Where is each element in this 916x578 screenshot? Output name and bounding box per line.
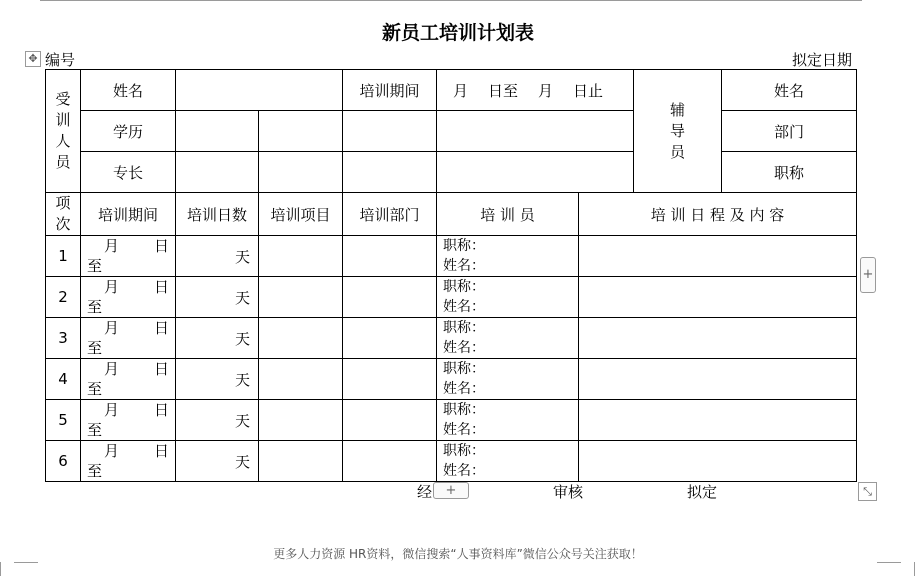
row-dept-cell[interactable] — [343, 359, 437, 400]
row-schedule-cell[interactable] — [579, 441, 857, 482]
header-item: 项 次 — [46, 193, 81, 236]
row-trainer-name-label: 姓名： — [443, 299, 485, 315]
header-days: 培训日数 — [176, 193, 259, 236]
row-days-cell[interactable]: 天 — [176, 236, 259, 277]
row-schedule-cell[interactable] — [579, 318, 857, 359]
row-trainer-cell[interactable] — [437, 236, 579, 277]
row-trainer-name-label: 姓名： — [443, 258, 485, 274]
mentor-dept-label: 部门 — [722, 111, 857, 152]
row-month-label: 月 — [104, 319, 120, 337]
row-days-cell[interactable]: 天 — [176, 441, 259, 482]
row-trainer-title-label: 职称： — [443, 443, 485, 459]
row-project-cell[interactable] — [259, 400, 343, 441]
page-corner-mark — [0, 562, 1, 576]
table-row — [46, 277, 857, 318]
row-number: 1 — [46, 236, 81, 277]
table-row — [46, 318, 857, 359]
page-title: 新员工培训计划表 — [381, 22, 534, 44]
page-top-rule — [40, 0, 862, 1]
row-number: 5 — [46, 400, 81, 441]
row-dept-cell[interactable] — [343, 441, 437, 482]
row-month-label: 月 — [104, 278, 120, 296]
table-row — [46, 236, 857, 277]
trainee-specialty-extra[interactable] — [259, 152, 343, 193]
row-period-cell[interactable] — [81, 441, 176, 482]
row-schedule-cell[interactable] — [579, 236, 857, 277]
trainee-education-label: 学历 — [81, 111, 176, 152]
row-number: 6 — [46, 441, 81, 482]
row-to-label: 至 — [87, 257, 103, 275]
row-trainer-title-label: 职称： — [443, 238, 485, 254]
trainee-blank-cell[interactable] — [437, 152, 634, 193]
add-row-plus-icon[interactable]: + — [433, 482, 469, 499]
table-move-handle-icon[interactable]: ✥ — [25, 51, 41, 67]
trainee-name-value[interactable] — [176, 70, 343, 111]
header-schedule: 培 训 日 程 及 内 容 — [579, 193, 857, 236]
table-row — [46, 359, 857, 400]
trainee-period-label: 培训期间 — [343, 70, 437, 111]
row-days-cell[interactable]: 天 — [176, 318, 259, 359]
footer-review-label: 审核 — [553, 483, 584, 501]
mentor-group-label: 辅 导 员 — [634, 70, 722, 193]
row-day-label: 日 — [154, 442, 170, 460]
row-trainer-name-label: 姓名： — [443, 463, 485, 479]
header-project: 培训项目 — [259, 193, 343, 236]
table-row — [46, 441, 857, 482]
header-dept: 培训部门 — [343, 193, 437, 236]
row-trainer-cell[interactable] — [437, 359, 579, 400]
row-day-label: 日 — [154, 278, 170, 296]
mentor-name-label: 姓名 — [722, 70, 857, 111]
row-dept-cell[interactable] — [343, 277, 437, 318]
trainee-period-value[interactable]: 月 日至 月 日止 — [437, 70, 634, 111]
table-row — [46, 400, 857, 441]
serial-label: 编号 — [45, 51, 76, 69]
trainee-education-value[interactable] — [176, 111, 259, 152]
trainee-group-label: 受 训 人 员 — [46, 70, 81, 193]
row-month-label: 月 — [104, 401, 120, 419]
row-day-label: 日 — [154, 401, 170, 419]
trainee-name-label: 姓名 — [81, 70, 176, 111]
row-trainer-name-label: 姓名： — [443, 422, 485, 438]
row-to-label: 至 — [87, 380, 103, 398]
row-trainer-title-label: 职称： — [443, 279, 485, 295]
row-trainer-title-label: 职称： — [443, 402, 485, 418]
row-number: 3 — [46, 318, 81, 359]
promo-footer-text: 更多人力资源 HR资料，微信搜索“人事资料库”微信公众号关注获取！ — [273, 547, 643, 561]
row-day-label: 日 — [154, 319, 170, 337]
row-period-cell[interactable] — [81, 236, 176, 277]
row-project-cell[interactable] — [259, 236, 343, 277]
row-period-cell[interactable] — [81, 318, 176, 359]
row-days-cell[interactable]: 天 — [176, 359, 259, 400]
header-period: 培训期间 — [81, 193, 176, 236]
row-trainer-name-label: 姓名： — [443, 381, 485, 397]
row-to-label: 至 — [87, 339, 103, 357]
add-column-plus-icon[interactable]: + — [860, 257, 876, 293]
row-to-label: 至 — [87, 462, 103, 480]
row-month-label: 月 — [104, 360, 120, 378]
row-dept-cell[interactable] — [343, 236, 437, 277]
footer-manager-label: 经 — [417, 483, 433, 501]
trainee-education-extra[interactable] — [259, 111, 343, 152]
row-dept-cell[interactable] — [343, 400, 437, 441]
draft-date-label: 拟定日期 — [792, 51, 853, 69]
row-schedule-cell[interactable] — [579, 359, 857, 400]
mentor-title-label: 职称 — [722, 152, 857, 193]
trainee-specialty-value[interactable] — [176, 152, 259, 193]
row-month-label: 月 — [104, 237, 120, 255]
trainee-blank-cell[interactable] — [343, 152, 437, 193]
page-corner-mark — [14, 562, 38, 563]
row-day-label: 日 — [154, 237, 170, 255]
page-corner-mark — [877, 562, 901, 563]
row-trainer-cell[interactable] — [437, 400, 579, 441]
row-day-label: 日 — [154, 360, 170, 378]
row-project-cell[interactable] — [259, 441, 343, 482]
row-dept-cell[interactable] — [343, 318, 437, 359]
row-to-label: 至 — [87, 421, 103, 439]
row-schedule-cell[interactable] — [579, 400, 857, 441]
row-period-cell[interactable] — [81, 359, 176, 400]
row-period-cell[interactable] — [81, 277, 176, 318]
row-days-cell[interactable]: 天 — [176, 277, 259, 318]
row-month-label: 月 — [104, 442, 120, 460]
row-number: 4 — [46, 359, 81, 400]
row-trainer-cell[interactable] — [437, 441, 579, 482]
footer-draft-label: 拟定 — [687, 483, 718, 501]
row-trainer-title-label: 职称： — [443, 320, 485, 336]
row-schedule-cell[interactable] — [579, 277, 857, 318]
header-trainer: 培 训 员 — [437, 193, 579, 236]
row-project-cell[interactable] — [259, 277, 343, 318]
trainee-blank-cell[interactable] — [437, 111, 634, 152]
row-trainer-title-label: 职称： — [443, 361, 485, 377]
training-plan-table — [45, 69, 857, 482]
trainee-specialty-label: 专长 — [81, 152, 176, 193]
table-resize-icon[interactable]: ⤡ — [858, 482, 877, 501]
row-to-label: 至 — [87, 298, 103, 316]
page-corner-mark — [914, 562, 915, 576]
row-trainer-cell[interactable] — [437, 277, 579, 318]
row-trainer-name-label: 姓名： — [443, 340, 485, 356]
row-project-cell[interactable] — [259, 359, 343, 400]
row-project-cell[interactable] — [259, 318, 343, 359]
trainee-blank-cell[interactable] — [343, 111, 437, 152]
row-trainer-cell[interactable] — [437, 318, 579, 359]
row-number: 2 — [46, 277, 81, 318]
row-days-cell[interactable]: 天 — [176, 400, 259, 441]
row-period-cell[interactable] — [81, 400, 176, 441]
